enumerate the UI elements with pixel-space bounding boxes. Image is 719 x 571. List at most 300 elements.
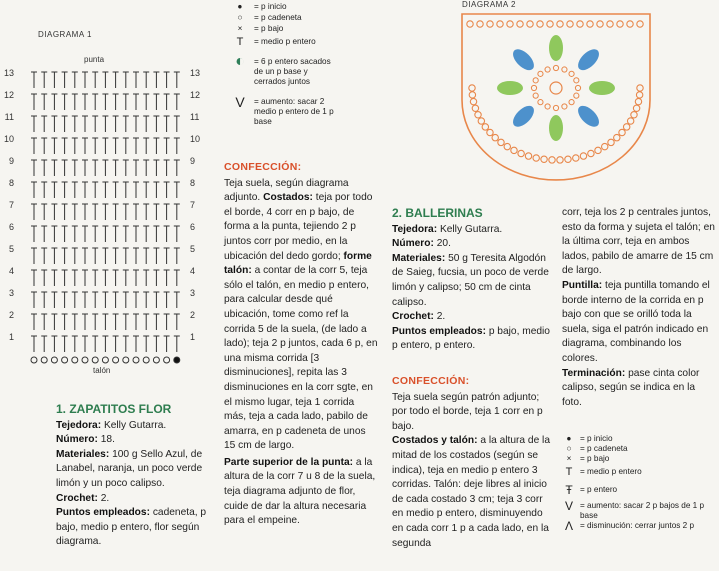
legend-text: = p bajo	[580, 454, 610, 463]
stitch-symbol	[123, 94, 129, 110]
stitch-symbol	[51, 270, 57, 286]
row-number: 5	[190, 244, 196, 254]
chain-stitch-mark	[517, 21, 523, 27]
chain-stitch-mark	[577, 21, 583, 27]
stitch-symbol	[51, 138, 57, 154]
stitch-symbol	[133, 270, 139, 286]
stitch-symbol	[62, 314, 68, 330]
petal-cluster	[574, 46, 602, 74]
chain-stitch-mark	[549, 157, 555, 163]
chain-stitch-mark	[467, 21, 473, 27]
stitch-symbol	[133, 292, 139, 308]
chain-stitch-mark	[627, 21, 633, 27]
legend-text: = 6 p entero sacados de un p base y cerrados juntos	[254, 57, 331, 86]
stitch-symbol	[102, 314, 108, 330]
stitch-symbol	[72, 226, 78, 242]
stitch-symbol	[123, 336, 129, 352]
row-number: 10	[190, 134, 201, 144]
cluster-stitch-icon: ◐	[235, 53, 245, 70]
stitch-symbol	[62, 94, 68, 110]
legend-top-item	[232, 94, 352, 127]
start-stitch-icon: ●	[237, 2, 243, 11]
chain-stitch-mark	[82, 357, 88, 363]
stitch-symbol	[153, 116, 159, 132]
chain-stitch-mark	[497, 21, 503, 27]
legend-text: = p bajo	[254, 24, 284, 33]
stitch-symbol	[143, 138, 149, 154]
stitch-symbol	[51, 248, 57, 264]
chain-stitch-mark	[553, 65, 558, 70]
stitch-symbol	[72, 138, 78, 154]
chain-stitch-mark	[487, 21, 493, 27]
stitch-symbol	[72, 204, 78, 220]
stitch-symbol	[123, 204, 129, 220]
chain-stitch-mark	[580, 153, 586, 159]
stitch-symbol	[153, 292, 159, 308]
stitch-symbol	[82, 248, 88, 264]
single-crochet-icon: ×	[566, 454, 572, 463]
stitch-symbol	[123, 292, 129, 308]
stitch-symbol	[102, 204, 108, 220]
stitch-symbol	[102, 72, 108, 88]
chain-stitch-mark	[478, 118, 484, 124]
col4-terminacion: Terminación: pase cinta color calipso, según se indica en la foto.	[562, 367, 700, 408]
stitch-symbol	[31, 116, 37, 132]
chain-stitch-mark	[469, 85, 475, 91]
stitch-symbol	[153, 72, 159, 88]
center-ring	[550, 82, 562, 94]
stitch-symbol	[102, 182, 108, 198]
stitch-symbol	[41, 226, 47, 242]
stitch-symbol	[51, 182, 57, 198]
stitch-symbol	[133, 204, 139, 220]
stitch-symbol	[143, 314, 149, 330]
diagram1-title: DIAGRAMA 1	[38, 30, 92, 39]
stitch-symbol	[82, 292, 88, 308]
stitch-symbol	[31, 94, 37, 110]
column4	[562, 206, 716, 410]
double-crochet-icon: Ŧ	[565, 483, 573, 497]
chain-stitch-mark	[635, 98, 641, 104]
legend-text: = medio p entero	[254, 37, 316, 46]
chain-stitch-mark	[623, 124, 629, 130]
chain-stitch-mark	[533, 78, 538, 83]
chain-stitch-mark	[607, 21, 613, 27]
stitch-symbol	[113, 226, 119, 242]
chain-stitch-mark	[31, 357, 37, 363]
stitch-symbol	[133, 226, 139, 242]
section1-numero: Número: 18.	[56, 434, 115, 446]
stitch-symbol	[113, 160, 119, 176]
legend-text: = p inicio	[580, 434, 613, 443]
stitch-symbol	[102, 270, 108, 286]
stitch-symbol	[41, 160, 47, 176]
stitch-symbol	[82, 226, 88, 242]
row-number: 3	[190, 288, 196, 298]
petal-cluster	[497, 81, 523, 95]
stitch-symbol	[31, 182, 37, 198]
stitch-symbol	[113, 270, 119, 286]
stitch-symbol	[123, 270, 129, 286]
stitch-symbol	[51, 292, 57, 308]
stitch-symbol	[51, 116, 57, 132]
legend-top-item	[232, 13, 352, 24]
chain-stitch-mark	[143, 357, 149, 363]
stitch-symbol	[153, 160, 159, 176]
section2-crochet: Crochet: 2.	[392, 311, 446, 323]
stitch-symbol	[153, 314, 159, 330]
stitch-symbol	[143, 292, 149, 308]
legend-text: = aumento: sacar 2 p bajos de 1 p base	[580, 501, 705, 520]
chain-stitch-mark	[153, 357, 159, 363]
row-number: 6	[8, 222, 14, 232]
stitch-symbol	[92, 94, 98, 110]
chain-stitch-mark	[507, 21, 513, 27]
stitch-symbol	[72, 314, 78, 330]
stitch-symbol	[123, 226, 129, 242]
row-number: 4	[8, 266, 14, 276]
stitch-symbol	[31, 292, 37, 308]
stitch-symbol	[133, 314, 139, 330]
chain-stitch-mark	[469, 92, 475, 98]
chain-stitch-mark	[633, 105, 639, 111]
stitch-symbol	[113, 248, 119, 264]
stitch-symbol	[92, 138, 98, 154]
chain-stitch-mark	[492, 134, 498, 140]
section1-tejedora: Tejedora: Kelly Gutarra.	[56, 419, 167, 431]
stitch-symbol	[164, 270, 170, 286]
chain-stitch-mark	[518, 150, 524, 156]
chain-stitch-mark	[619, 129, 625, 135]
stitch-symbol	[51, 204, 57, 220]
legend-text: = aumento: sacar 2 medio p entero de 1 p base	[254, 97, 334, 126]
chain-stitch-mark	[538, 100, 543, 105]
stitch-symbol	[164, 116, 170, 132]
legend-text: = medio p entero	[580, 467, 642, 476]
start-stitch-mark	[174, 357, 180, 363]
chain-stitch-icon: ○	[237, 13, 243, 22]
chain-stitch-mark	[597, 21, 603, 27]
stitch-symbol	[41, 72, 47, 88]
stitch-symbol	[113, 204, 119, 220]
stitch-symbol	[102, 160, 108, 176]
section1-materiales: Materiales: 100 g Sello Azul, de Lanabel, naranja, un poco verde limón y un poco calipso.	[56, 448, 203, 489]
decrease-icon: Λ	[564, 519, 573, 533]
petal-cluster	[574, 102, 602, 130]
legend-bottom-item	[562, 444, 717, 454]
stitch-symbol	[123, 182, 129, 198]
stitch-symbol	[92, 226, 98, 242]
row-number: 10	[3, 134, 14, 144]
row-number: 11	[190, 112, 200, 122]
stitch-symbol	[143, 336, 149, 352]
row-number: 11	[4, 112, 14, 122]
stitch-symbol	[174, 336, 180, 352]
row-number: 1	[8, 332, 14, 342]
chain-stitch-mark	[511, 147, 517, 153]
stitch-symbol	[82, 160, 88, 176]
row-number: 4	[190, 266, 196, 276]
stitch-symbol	[133, 336, 139, 352]
stitch-symbol	[153, 336, 159, 352]
stitch-symbol	[92, 314, 98, 330]
stitch-symbol	[82, 314, 88, 330]
stitch-symbol	[31, 138, 37, 154]
stitch-symbol	[164, 314, 170, 330]
stitch-symbol	[143, 270, 149, 286]
stitch-symbol	[82, 182, 88, 198]
stitch-symbol	[92, 160, 98, 176]
chain-stitch-mark	[62, 357, 68, 363]
legend-text: = p cadeneta	[254, 13, 302, 22]
legend-text: = p cadeneta	[580, 444, 628, 453]
chain-stitch-mark	[565, 156, 571, 162]
stitch-symbol	[102, 336, 108, 352]
chain-stitch-mark	[547, 21, 553, 27]
stitch-symbol	[82, 72, 88, 88]
stitch-symbol	[51, 336, 57, 352]
legend-bottom-item	[562, 501, 717, 521]
stitch-symbol	[113, 314, 119, 330]
chain-stitch-mark	[573, 155, 579, 161]
stitch-symbol	[62, 116, 68, 132]
confeccion2	[392, 374, 550, 551]
stitch-symbol	[174, 270, 180, 286]
stitch-symbol	[51, 72, 57, 88]
stitch-symbol	[113, 182, 119, 198]
diagram2-title: DIAGRAMA 2	[462, 0, 516, 9]
legend-top-item	[232, 53, 352, 87]
stitch-symbol	[102, 116, 108, 132]
stitch-symbol	[164, 292, 170, 308]
section1-title: 1. ZAPATITOS FLOR	[56, 402, 172, 416]
stitch-symbol	[113, 116, 119, 132]
chain-stitch-mark	[562, 104, 567, 109]
stitch-symbol	[72, 248, 78, 264]
section1-puntos: Puntos empleados: cadeneta, p bajo, medio p entero, flor según diagrama.	[56, 507, 207, 548]
row-number: 3	[8, 288, 14, 298]
stitch-symbol	[113, 72, 119, 88]
chain-stitch-mark	[574, 78, 579, 83]
stitch-symbol	[72, 116, 78, 132]
stitch-symbol	[92, 116, 98, 132]
stitch-symbol	[51, 226, 57, 242]
stitch-symbol	[164, 182, 170, 198]
stitch-symbol	[174, 292, 180, 308]
increase-icon: V	[235, 94, 245, 110]
stitch-symbol	[92, 336, 98, 352]
chain-stitch-mark	[588, 150, 594, 156]
row-number: 8	[190, 178, 196, 188]
chain-stitch-mark	[133, 357, 139, 363]
row-number: 12	[190, 90, 201, 100]
stitch-symbol	[143, 160, 149, 176]
chain-stitch-mark	[575, 85, 580, 90]
stitch-symbol	[133, 94, 139, 110]
legend-text: = p inicio	[254, 2, 287, 11]
stitch-symbol	[174, 138, 180, 154]
stitch-symbol	[153, 226, 159, 242]
legend-bottom	[562, 434, 717, 531]
stitch-symbol	[72, 72, 78, 88]
col4-puntilla: Puntilla: teja puntilla tomando el borde interno de la corrida en p bajo con que se orilló toda la suela, siga el patrón indicado en diagrama, combinando los colores.	[562, 279, 710, 364]
stitch-symbol	[102, 138, 108, 154]
stitch-symbol	[72, 94, 78, 110]
row-number: 7	[8, 200, 14, 210]
stitch-symbol	[153, 94, 159, 110]
chain-stitch-mark	[537, 21, 543, 27]
row-number: 9	[190, 156, 196, 166]
stitch-symbol	[174, 94, 180, 110]
chain-stitch-mark	[51, 357, 57, 363]
row-number: 1	[190, 332, 196, 342]
half-double-icon: T	[236, 36, 244, 48]
chain-stitch-mark	[545, 67, 550, 72]
chain-stitch-mark	[595, 147, 601, 153]
stitch-symbol	[143, 94, 149, 110]
stitch-symbol	[41, 182, 47, 198]
diagram1-bottom-label: talón	[93, 366, 111, 375]
chain-stitch-mark	[569, 100, 574, 105]
stitch-symbol	[123, 116, 129, 132]
stitch-symbol	[62, 72, 68, 88]
stitch-symbol	[92, 182, 98, 198]
stitch-symbol	[62, 138, 68, 154]
chain-stitch-mark	[569, 71, 574, 76]
chain-stitch-mark	[92, 357, 98, 363]
stitch-symbol	[174, 204, 180, 220]
confeccion1-parte-superior: Parte superior de la punta: a la altura de la corr 7 u 8 de la suela, teja diagrama adjunto de flor, cuide de dar la altura necesaria para el empeine.	[224, 456, 376, 527]
stitch-symbol	[174, 160, 180, 176]
start-stitch-icon: ●	[566, 434, 572, 443]
chain-stitch-mark	[72, 357, 78, 363]
chain-stitch-mark	[617, 21, 623, 27]
stitch-symbol	[143, 72, 149, 88]
stitch-symbol	[102, 94, 108, 110]
stitch-symbol	[62, 182, 68, 198]
stitch-symbol	[123, 160, 129, 176]
chain-stitch-mark	[498, 139, 504, 145]
legend-bottom-item	[562, 485, 717, 495]
chain-stitch-mark	[487, 129, 493, 135]
petal-cluster	[549, 115, 563, 141]
stitch-symbol	[62, 248, 68, 264]
chain-stitch-mark	[472, 105, 478, 111]
stitch-symbol	[62, 160, 68, 176]
stitch-symbol	[113, 336, 119, 352]
stitch-symbol	[51, 160, 57, 176]
confeccion1-heading: CONFECCIÓN:	[224, 161, 302, 173]
row-number: 12	[3, 90, 14, 100]
stitch-symbol	[164, 248, 170, 264]
chain-stitch-mark	[525, 153, 531, 159]
stitch-symbol	[92, 270, 98, 286]
stitch-symbol	[164, 138, 170, 154]
stitch-symbol	[62, 292, 68, 308]
stitch-symbol	[174, 314, 180, 330]
chain-stitch-mark	[602, 143, 608, 149]
legend-text: = p entero	[580, 485, 618, 494]
stitch-symbol	[143, 248, 149, 264]
section2-puntos: Puntos empleados: p bajo, medio p entero, p entero.	[392, 325, 550, 352]
stitch-symbol	[62, 204, 68, 220]
stitch-symbol	[123, 314, 129, 330]
stitch-symbol	[72, 292, 78, 308]
stitch-symbol	[72, 182, 78, 198]
stitch-symbol	[174, 116, 180, 132]
row-number: 13	[3, 68, 14, 78]
stitch-symbol	[31, 72, 37, 88]
row-number: 8	[8, 178, 14, 188]
chain-stitch-mark	[470, 98, 476, 104]
stitch-symbol	[41, 292, 47, 308]
row-number: 9	[8, 156, 14, 166]
stitch-symbol	[133, 160, 139, 176]
chain-stitch-mark	[482, 124, 488, 130]
stitch-symbol	[153, 270, 159, 286]
stitch-symbol	[164, 226, 170, 242]
chain-stitch-mark	[541, 156, 547, 162]
stitch-symbol	[153, 204, 159, 220]
stitch-symbol	[82, 270, 88, 286]
stitch-symbol	[153, 182, 159, 198]
chain-stitch-mark	[567, 21, 573, 27]
stitch-symbol	[41, 248, 47, 264]
chain-stitch-mark	[637, 21, 643, 27]
row-number: 5	[8, 244, 14, 254]
legend-bottom-item	[562, 467, 717, 477]
chain-stitch-mark	[113, 357, 119, 363]
stitch-symbol	[123, 248, 129, 264]
chain-stitch-mark	[587, 21, 593, 27]
stitch-symbol	[72, 160, 78, 176]
legend-top-item	[232, 2, 352, 13]
stitch-symbol	[143, 204, 149, 220]
stitch-symbol	[133, 248, 139, 264]
chain-stitch-mark	[631, 112, 637, 118]
stitch-symbol	[164, 204, 170, 220]
stitch-symbol	[41, 204, 47, 220]
chain-stitch-mark	[531, 85, 536, 90]
row-number: 2	[8, 310, 14, 320]
stitch-symbol	[51, 314, 57, 330]
chain-stitch-mark	[636, 92, 642, 98]
diagram1-top-label: punta	[84, 55, 105, 64]
stitch-symbol	[92, 204, 98, 220]
row-number: 13	[190, 68, 201, 78]
stitch-symbol	[82, 116, 88, 132]
stitch-symbol	[82, 336, 88, 352]
stitch-symbol	[51, 94, 57, 110]
stitch-symbol	[164, 336, 170, 352]
petal-cluster	[589, 81, 615, 95]
chain-stitch-mark	[538, 71, 543, 76]
stitch-symbol	[174, 248, 180, 264]
stitch-symbol	[82, 138, 88, 154]
stitch-symbol	[123, 138, 129, 154]
section2-title: 2. BALLERINAS	[392, 206, 483, 220]
row-number: 2	[190, 310, 196, 320]
stitch-symbol	[143, 182, 149, 198]
increase-icon: V	[564, 499, 573, 513]
stitch-symbol	[31, 248, 37, 264]
stitch-symbol	[31, 336, 37, 352]
stitch-symbol	[102, 292, 108, 308]
chain-stitch-mark	[533, 155, 539, 161]
stitch-symbol	[82, 94, 88, 110]
legend-top	[232, 2, 352, 127]
stitch-symbol	[41, 116, 47, 132]
